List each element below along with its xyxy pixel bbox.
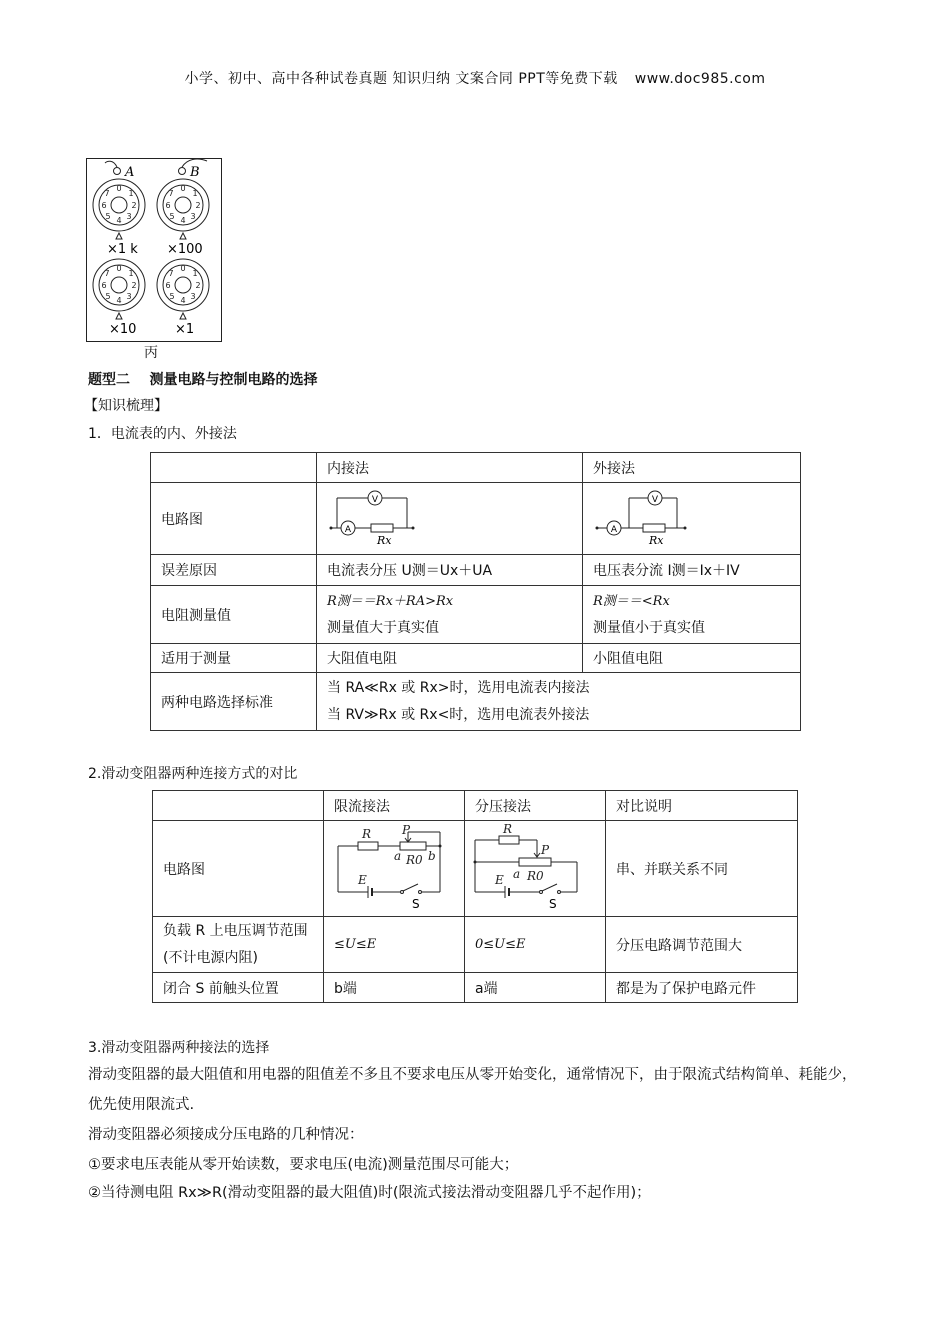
inner-circuit-drawing — [327, 486, 427, 548]
part3-item2: ②当待测电阻 Rx≫R(滑动变阻器的最大阻值)时(限流式接法滑动变阻器几乎不起作用)； — [88, 1185, 651, 1201]
limit-circuit — [324, 821, 465, 917]
table1-row-apply-inner: 大阻值电阻 — [317, 644, 583, 673]
svg-text:0: 0 — [180, 184, 186, 193]
table1-col-outer: 外接法 — [583, 453, 801, 483]
criteria-line-1: 当 RA≪Rx 或 Rx>时，选用电流表内接法 — [327, 679, 590, 696]
outer-value-note: 测量值小于真实值 — [593, 619, 705, 636]
svg-text:7: 7 — [104, 269, 110, 278]
divider-s-label: S — [549, 896, 557, 910]
table2-col-note: 对比说明 — [606, 791, 798, 821]
table2-row-range-limit: ≤U≤E — [324, 917, 465, 973]
table1-row-apply-outer: 小阻值电阻 — [583, 644, 801, 673]
svg-text:0: 0 — [116, 184, 122, 193]
criteria-line-2: 当 RV≫Rx 或 Rx<时，选用电流表外接法 — [327, 706, 590, 723]
multiplier-10: ×10 — [109, 322, 137, 337]
inner-connection-circuit — [317, 483, 583, 555]
svg-text:1: 1 — [128, 189, 134, 198]
inner-voltmeter-label: V — [371, 494, 379, 505]
outer-formula: R测＝＝<Rx — [593, 593, 670, 609]
table1-row-error-outer: 电压表分流 I测＝Ix＋IV — [583, 555, 801, 586]
limit-circuit-drawing — [328, 824, 444, 910]
table2-row-pos-divider: a端 — [465, 973, 606, 1003]
section-tag: 【知识梳理】 — [84, 398, 168, 414]
svg-text:6: 6 — [101, 281, 107, 290]
divider-circuit — [465, 821, 606, 917]
svg-text:7: 7 — [168, 189, 174, 198]
table2-row-range-note: 分压电路调节范围大 — [606, 917, 798, 973]
divider-p-label: P — [541, 842, 550, 857]
svg-text:1: 1 — [192, 269, 198, 278]
svg-text:4: 4 — [116, 296, 122, 305]
limit-e-label: E — [358, 872, 367, 887]
table1-row-diagram-label: 电路图 — [151, 483, 317, 555]
part1-heading: 1．电流表的内、外接法 — [88, 426, 237, 442]
svg-text:0: 0 — [180, 264, 186, 273]
table1-row-error-inner: 电流表分压 U测＝Ux＋UA — [317, 555, 583, 586]
table1-row-value-inner — [317, 586, 583, 644]
limit-r0-label: R0 — [406, 852, 423, 867]
table1-col-inner: 内接法 — [317, 453, 583, 483]
table1-row-apply-label: 适用于测量 — [151, 644, 317, 673]
svg-text:4: 4 — [180, 296, 186, 305]
table1-row-criteria-content — [317, 673, 801, 731]
table2-row-diagram-note: 串、并联关系不同 — [606, 821, 798, 917]
table2-row-diagram-label: 电路图 — [153, 821, 324, 917]
svg-text:6: 6 — [165, 281, 171, 290]
figure-caption: 丙 — [144, 345, 158, 361]
divider-r0-label: R0 — [527, 868, 544, 883]
part2-heading: 2.滑动变阻器两种连接方式的对比 — [88, 766, 298, 782]
limit-b-label: b — [428, 848, 436, 863]
table1-row-error-label: 误差原因 — [151, 555, 317, 586]
svg-text:3: 3 — [126, 292, 132, 301]
svg-text:3: 3 — [190, 212, 196, 221]
table2-row-range-divider: 0≤U≤E — [465, 917, 606, 973]
limit-p-label: P — [402, 823, 411, 837]
svg-text:0: 0 — [116, 264, 122, 273]
section-title: 题型二 测量电路与控制电路的选择 — [88, 372, 318, 388]
divider-a-label: a — [513, 866, 521, 881]
part3-para1: 滑动变阻器的最大阻值和用电器的阻值差不多且不要求电压从零开始变化，通常情况下，由于限流式结构简单、耗能少，优先使用限流式. — [88, 1067, 857, 1113]
svg-text:4: 4 — [116, 216, 122, 225]
terminal-b-label: B — [190, 165, 200, 180]
table2-row-pos-label: 闭合 S 前触头位置 — [153, 973, 324, 1003]
resistance-box-drawing — [87, 159, 221, 341]
svg-text:7: 7 — [104, 189, 110, 198]
svg-text:5: 5 — [169, 292, 175, 301]
limit-a-label: a — [394, 848, 402, 863]
part3-para2: 滑动变阻器必须接成分压电路的几种情况： — [88, 1127, 364, 1143]
multiplier-1: ×1 — [175, 322, 195, 337]
svg-text:3: 3 — [126, 212, 132, 221]
page-header — [0, 68, 950, 88]
divider-r-label: R — [503, 823, 513, 836]
limit-r-label: R — [362, 826, 372, 841]
inner-ammeter-label: A — [344, 524, 352, 535]
table1-row-value-outer — [583, 586, 801, 644]
divider-e-label: E — [495, 872, 504, 887]
divider-circuit-drawing — [469, 824, 585, 910]
svg-text:2: 2 — [131, 281, 137, 290]
svg-text:5: 5 — [105, 212, 111, 221]
part3-heading: 3.滑动变阻器两种接法的选择 — [88, 1040, 270, 1056]
table2-row-range-label: 负载 R 上电压调节范围(不计电源内阻) — [153, 917, 324, 973]
svg-text:2: 2 — [195, 201, 201, 210]
multiplier-100: ×100 — [167, 242, 203, 257]
table1-row-criteria-label: 两种电路选择标准 — [151, 673, 317, 731]
rheostat-comparison-table — [152, 790, 798, 1003]
svg-text:1: 1 — [128, 269, 134, 278]
outer-rx-label: Rx — [649, 533, 664, 547]
header-site[interactable]: www.doc985.com — [634, 71, 766, 87]
svg-text:2: 2 — [131, 201, 137, 210]
part3-item1: ①要求电压表能从零开始读数，要求电压(电流)测量范围尽可能大； — [88, 1157, 519, 1173]
inner-formula: R测＝＝Rx＋RA>Rx — [327, 593, 454, 609]
table2-row-pos-note: 都是为了保护电路元件 — [606, 973, 798, 1003]
multiplier-1k: ×1 k — [107, 242, 138, 257]
table2-corner — [153, 791, 324, 821]
table2-row-pos-limit: b端 — [324, 973, 465, 1003]
svg-text:5: 5 — [105, 292, 111, 301]
svg-text:7: 7 — [168, 269, 174, 278]
resistance-box-figure — [86, 158, 222, 342]
svg-text:6: 6 — [101, 201, 107, 210]
terminal-a-label: A — [125, 165, 135, 180]
table2-col-limit: 限流接法 — [324, 791, 465, 821]
limit-s-label: S — [412, 896, 420, 910]
table2-col-divider: 分压接法 — [465, 791, 606, 821]
table1-corner — [151, 453, 317, 483]
svg-text:4: 4 — [180, 216, 186, 225]
table1-row-value-label: 电阻测量值 — [151, 586, 317, 644]
svg-text:1: 1 — [192, 189, 198, 198]
svg-text:2: 2 — [195, 281, 201, 290]
svg-text:6: 6 — [165, 201, 171, 210]
outer-circuit-drawing — [593, 486, 693, 548]
outer-connection-circuit — [583, 483, 801, 555]
inner-rx-label: Rx — [377, 533, 392, 547]
outer-ammeter-label: A — [610, 524, 618, 535]
outer-voltmeter-label: V — [651, 494, 659, 505]
header-text: 小学、初中、高中各种试卷真题 知识归纳 文案合同 PPT等免费下载 — [184, 71, 618, 87]
svg-text:3: 3 — [190, 292, 196, 301]
inner-value-note: 测量值大于真实值 — [327, 619, 439, 636]
ammeter-connection-table — [150, 452, 801, 731]
svg-text:5: 5 — [169, 212, 175, 221]
